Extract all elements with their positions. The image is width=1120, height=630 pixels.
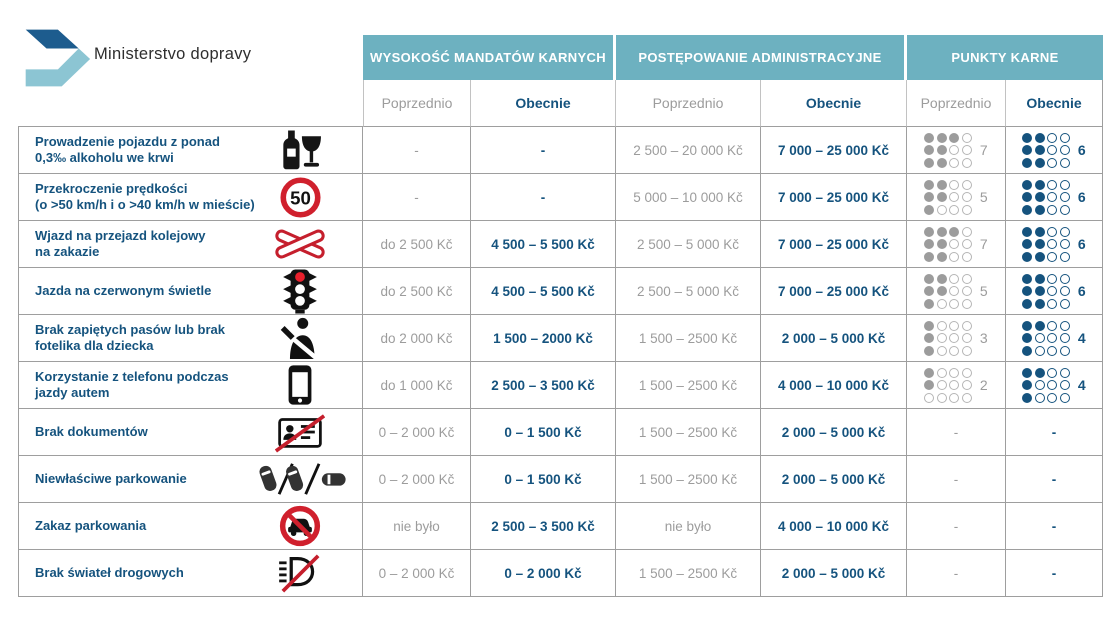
points-current-cell — [1006, 315, 1103, 362]
point-dot-filled — [1022, 227, 1032, 237]
subheader-points-current: Obecnie — [1006, 80, 1103, 127]
point-dot-filled — [1035, 299, 1045, 309]
admin-previous-cell: 2 500 – 20 000 Kč — [616, 127, 761, 174]
points-current-cell — [1006, 550, 1103, 597]
fine-previous-cell: - — [363, 174, 471, 221]
point-dot-empty — [1047, 252, 1057, 262]
point-dot-empty — [1060, 333, 1070, 343]
point-dot-filled — [924, 192, 934, 202]
wrong-parking-icon — [250, 460, 350, 498]
point-dot-filled — [1035, 321, 1045, 331]
violation-cell — [18, 221, 363, 268]
points-value: 6 — [1077, 142, 1086, 158]
fine-current-cell: 2 500 – 3 500 Kč — [471, 362, 616, 409]
point-dot-empty — [937, 299, 947, 309]
violation-label: Przekroczenie prędkości (o >50 km/h i o >40 km/h w mieście) — [35, 180, 255, 212]
group-header-administrative: POSTĘPOWANIE ADMINISTRACYJNE — [616, 35, 907, 80]
point-dot-filled — [1022, 239, 1032, 249]
violation-label: Korzystanie z telefonu podczas jazdy autem — [35, 368, 229, 400]
point-dot-filled — [924, 180, 934, 190]
point-dot-empty — [949, 299, 959, 309]
point-dot-filled — [924, 333, 934, 343]
point-dot-filled — [924, 145, 934, 155]
admin-current-cell: 4 000 – 10 000 Kč — [761, 503, 907, 550]
point-dot-empty — [962, 145, 972, 155]
point-dot-empty — [962, 346, 972, 356]
point-dot-empty — [949, 158, 959, 168]
point-dot-empty — [1047, 380, 1057, 390]
subheader-fines-current: Obecnie — [471, 80, 616, 127]
points-previous-cell — [907, 550, 1006, 597]
fine-current-cell: 0 – 1 500 Kč — [471, 456, 616, 503]
points-current-cell — [1006, 503, 1103, 550]
subheader-admin-previous: Poprzednio — [616, 80, 761, 127]
violation-cell — [18, 315, 363, 362]
point-dot-filled — [1022, 380, 1032, 390]
points-dot-grid — [1022, 368, 1070, 403]
point-dot-empty — [1060, 133, 1070, 143]
points-none-dash: - — [953, 565, 959, 581]
violation-label: Brak świateł drogowych — [35, 564, 184, 580]
point-dot-empty — [962, 380, 972, 390]
points-current-cell — [1006, 456, 1103, 503]
points-dot-grid — [1022, 180, 1070, 215]
point-dot-empty — [937, 393, 947, 403]
point-dot-empty — [1060, 393, 1070, 403]
fine-previous-cell: nie było — [363, 503, 471, 550]
point-dot-empty — [962, 133, 972, 143]
point-dot-empty — [1060, 286, 1070, 296]
points-current-cell — [1006, 268, 1103, 315]
points-value: 6 — [1077, 283, 1086, 299]
point-dot-filled — [1022, 158, 1032, 168]
point-dot-filled — [924, 205, 934, 215]
point-dot-empty — [962, 158, 972, 168]
point-dot-filled — [949, 133, 959, 143]
points-current-cell — [1006, 221, 1103, 268]
admin-current-cell: 7 000 – 25 000 Kč — [761, 127, 907, 174]
point-dot-empty — [962, 299, 972, 309]
no-headlights-icon — [250, 554, 350, 593]
fine-previous-cell: do 1 000 Kč — [363, 362, 471, 409]
violation-label: Wjazd na przejazd kolejowy na zakazie — [35, 227, 206, 259]
point-dot-filled — [937, 145, 947, 155]
points-previous-cell — [907, 409, 1006, 456]
admin-previous-cell: nie było — [616, 503, 761, 550]
violation-label: Niewłaściwe parkowanie — [35, 470, 187, 486]
violation-label: Brak zapiętych pasów lub brak fotelika dla dziecka — [35, 321, 226, 353]
point-dot-empty — [1047, 346, 1057, 356]
point-dot-filled — [937, 252, 947, 262]
admin-current-cell: 2 000 – 5 000 Kč — [761, 456, 907, 503]
point-dot-filled — [937, 180, 947, 190]
points-previous-cell — [907, 174, 1006, 221]
point-dot-filled — [937, 274, 947, 284]
fine-current-cell: 2 500 – 3 500 Kč — [471, 503, 616, 550]
point-dot-empty — [1047, 192, 1057, 202]
point-dot-empty — [937, 380, 947, 390]
point-dot-empty — [1047, 145, 1057, 155]
point-dot-empty — [1047, 368, 1057, 378]
subheader-spacer — [18, 80, 363, 127]
phone-icon — [250, 364, 350, 406]
point-dot-filled — [1022, 180, 1032, 190]
point-dot-empty — [962, 321, 972, 331]
violation-cell — [18, 174, 363, 221]
points-dot-grid — [924, 180, 972, 215]
point-dot-empty — [1060, 192, 1070, 202]
point-dot-empty — [962, 239, 972, 249]
point-dot-empty — [1047, 158, 1057, 168]
admin-current-cell: 4 000 – 10 000 Kč — [761, 362, 907, 409]
point-dot-empty — [962, 368, 972, 378]
fine-previous-cell: do 2 500 Kč — [363, 268, 471, 315]
point-dot-empty — [1060, 299, 1070, 309]
point-dot-filled — [1035, 145, 1045, 155]
point-dot-filled — [1022, 346, 1032, 356]
point-dot-empty — [949, 180, 959, 190]
fine-current-cell: - — [471, 127, 616, 174]
point-dot-empty — [937, 333, 947, 343]
point-dot-filled — [1022, 192, 1032, 202]
points-none-dash: - — [1051, 565, 1057, 581]
points-none-dash: - — [953, 471, 959, 487]
points-previous-cell — [907, 456, 1006, 503]
point-dot-empty — [1047, 180, 1057, 190]
points-dot-grid — [1022, 227, 1070, 262]
point-dot-filled — [1035, 274, 1045, 284]
point-dot-filled — [1022, 368, 1032, 378]
point-dot-filled — [1035, 205, 1045, 215]
admin-previous-cell: 1 500 – 2500 Kč — [616, 550, 761, 597]
points-current-cell — [1006, 174, 1103, 221]
point-dot-empty — [1060, 239, 1070, 249]
points-current-cell — [1006, 127, 1103, 174]
point-dot-empty — [949, 274, 959, 284]
points-value: 3 — [979, 330, 988, 346]
point-dot-empty — [1035, 393, 1045, 403]
point-dot-empty — [962, 252, 972, 262]
point-dot-empty — [1060, 321, 1070, 331]
point-dot-empty — [1035, 333, 1045, 343]
points-dot-grid — [924, 368, 972, 403]
violation-cell — [18, 456, 363, 503]
point-dot-empty — [1035, 346, 1045, 356]
admin-current-cell: 7 000 – 25 000 Kč — [761, 221, 907, 268]
points-previous-cell — [907, 315, 1006, 362]
point-dot-filled — [924, 299, 934, 309]
points-current-cell — [1006, 362, 1103, 409]
admin-current-cell: 2 000 – 5 000 Kč — [761, 409, 907, 456]
point-dot-empty — [949, 252, 959, 262]
group-header-points: PUNKTY KARNE — [907, 35, 1103, 80]
alcohol-icon — [250, 130, 350, 170]
fine-current-cell: 4 500 – 5 500 Kč — [471, 268, 616, 315]
point-dot-filled — [1035, 158, 1045, 168]
point-dot-filled — [1022, 321, 1032, 331]
admin-previous-cell: 5 000 – 10 000 Kč — [616, 174, 761, 221]
point-dot-filled — [937, 239, 947, 249]
admin-previous-cell: 1 500 – 2500 Kč — [616, 362, 761, 409]
point-dot-empty — [962, 180, 972, 190]
fines-table — [18, 35, 1103, 597]
point-dot-empty — [937, 346, 947, 356]
point-dot-empty — [949, 321, 959, 331]
points-value: 5 — [979, 283, 988, 299]
point-dot-empty — [1060, 380, 1070, 390]
points-value: 4 — [1077, 377, 1086, 393]
fine-current-cell: - — [471, 174, 616, 221]
point-dot-filled — [1022, 145, 1032, 155]
point-dot-empty — [1047, 393, 1057, 403]
point-dot-empty — [1047, 286, 1057, 296]
point-dot-filled — [937, 133, 947, 143]
points-value: 6 — [1077, 189, 1086, 205]
point-dot-empty — [937, 205, 947, 215]
point-dot-filled — [924, 239, 934, 249]
point-dot-empty — [962, 274, 972, 284]
point-dot-filled — [937, 286, 947, 296]
no-parking-icon — [250, 505, 350, 547]
svg-text:50: 50 — [289, 186, 311, 208]
points-previous-cell — [907, 503, 1006, 550]
violation-label: Zakaz parkowania — [35, 517, 147, 533]
point-dot-empty — [1047, 239, 1057, 249]
railroad-crossing-icon — [250, 222, 350, 266]
point-dot-filled — [1022, 205, 1032, 215]
point-dot-empty — [962, 333, 972, 343]
point-dot-empty — [1047, 321, 1057, 331]
point-dot-filled — [937, 158, 947, 168]
point-dot-empty — [962, 192, 972, 202]
point-dot-filled — [1035, 368, 1045, 378]
subheader-fines-previous: Poprzednio — [363, 80, 471, 127]
points-dot-grid — [924, 227, 972, 262]
point-dot-filled — [1035, 286, 1045, 296]
points-dot-grid — [924, 133, 972, 168]
fine-previous-cell: - — [363, 127, 471, 174]
fine-previous-cell: do 2 000 Kč — [363, 315, 471, 362]
point-dot-filled — [1035, 239, 1045, 249]
points-dot-grid — [1022, 133, 1070, 168]
admin-current-cell: 2 000 – 5 000 Kč — [761, 550, 907, 597]
fine-current-cell: 4 500 – 5 500 Kč — [471, 221, 616, 268]
admin-current-cell: 7 000 – 25 000 Kč — [761, 268, 907, 315]
point-dot-filled — [937, 227, 947, 237]
point-dot-filled — [1035, 180, 1045, 190]
point-dot-filled — [1022, 274, 1032, 284]
point-dot-filled — [924, 158, 934, 168]
point-dot-empty — [949, 380, 959, 390]
violation-cell — [18, 550, 363, 597]
points-current-cell — [1006, 409, 1103, 456]
admin-current-cell: 2 000 – 5 000 Kč — [761, 315, 907, 362]
point-dot-empty — [1060, 274, 1070, 284]
violation-cell — [18, 503, 363, 550]
points-dot-grid — [1022, 321, 1070, 356]
speed-limit-50-icon — [250, 177, 350, 218]
point-dot-filled — [937, 192, 947, 202]
point-dot-empty — [1060, 368, 1070, 378]
point-dot-filled — [1022, 252, 1032, 262]
violation-cell — [18, 268, 363, 315]
point-dot-empty — [937, 368, 947, 378]
point-dot-filled — [1035, 133, 1045, 143]
point-dot-empty — [962, 286, 972, 296]
violation-cell — [18, 127, 363, 174]
violation-label: Jazda na czerwonym świetle — [35, 282, 212, 298]
subheader-points-previous: Poprzednio — [907, 80, 1006, 127]
point-dot-empty — [1060, 252, 1070, 262]
admin-previous-cell: 2 500 – 5 000 Kč — [616, 268, 761, 315]
fine-current-cell: 1 500 – 2000 Kč — [471, 315, 616, 362]
point-dot-empty — [937, 321, 947, 331]
admin-previous-cell: 1 500 – 2500 Kč — [616, 315, 761, 362]
fine-current-cell: 0 – 1 500 Kč — [471, 409, 616, 456]
fine-previous-cell: 0 – 2 000 Kč — [363, 456, 471, 503]
point-dot-filled — [1035, 192, 1045, 202]
point-dot-filled — [924, 368, 934, 378]
traffic-light-icon — [250, 269, 350, 314]
points-none-dash: - — [1051, 424, 1057, 440]
points-previous-cell — [907, 268, 1006, 315]
point-dot-empty — [949, 346, 959, 356]
admin-previous-cell: 1 500 – 2500 Kč — [616, 409, 761, 456]
points-dot-grid — [924, 274, 972, 309]
group-header-fines: WYSOKOŚĆ MANDATÓW KARNYCH — [363, 35, 616, 80]
subheader-admin-current: Obecnie — [761, 80, 907, 127]
point-dot-empty — [949, 333, 959, 343]
point-dot-empty — [962, 393, 972, 403]
fine-previous-cell: do 2 500 Kč — [363, 221, 471, 268]
point-dot-filled — [949, 227, 959, 237]
admin-previous-cell: 2 500 – 5 000 Kč — [616, 221, 761, 268]
point-dot-filled — [924, 227, 934, 237]
fine-previous-cell: 0 – 2 000 Kč — [363, 550, 471, 597]
point-dot-filled — [924, 321, 934, 331]
points-previous-cell — [907, 127, 1006, 174]
points-none-dash: - — [953, 424, 959, 440]
violation-label: Prowadzenie pojazdu z ponad 0,3‰ alkoholu we krwi — [35, 133, 220, 165]
point-dot-empty — [1060, 158, 1070, 168]
point-dot-empty — [1060, 205, 1070, 215]
point-dot-filled — [924, 252, 934, 262]
points-previous-cell — [907, 362, 1006, 409]
points-value: 7 — [979, 142, 988, 158]
point-dot-filled — [1035, 227, 1045, 237]
seatbelt-icon — [250, 317, 350, 359]
violation-label: Brak dokumentów — [35, 423, 148, 439]
point-dot-empty — [1047, 205, 1057, 215]
points-dot-grid — [1022, 274, 1070, 309]
point-dot-empty — [949, 145, 959, 155]
point-dot-empty — [1060, 346, 1070, 356]
violation-cell — [18, 409, 363, 456]
point-dot-filled — [1022, 333, 1032, 343]
point-dot-filled — [924, 274, 934, 284]
points-none-dash: - — [953, 518, 959, 534]
point-dot-filled — [1022, 299, 1032, 309]
points-previous-cell — [907, 221, 1006, 268]
fine-previous-cell: 0 – 2 000 Kč — [363, 409, 471, 456]
point-dot-empty — [1060, 180, 1070, 190]
fine-current-cell: 0 – 2 000 Kč — [471, 550, 616, 597]
point-dot-filled — [924, 346, 934, 356]
point-dot-empty — [962, 227, 972, 237]
point-dot-filled — [924, 286, 934, 296]
point-dot-empty — [949, 205, 959, 215]
ministry-title: Ministerstvo dopravy — [94, 45, 252, 63]
violation-cell — [18, 362, 363, 409]
point-dot-filled — [924, 133, 934, 143]
point-dot-empty — [949, 192, 959, 202]
point-dot-filled — [1022, 286, 1032, 296]
point-dot-filled — [1022, 133, 1032, 143]
points-none-dash: - — [1051, 518, 1057, 534]
points-value: 4 — [1077, 330, 1086, 346]
point-dot-empty — [1047, 274, 1057, 284]
point-dot-empty — [949, 239, 959, 249]
point-dot-empty — [1047, 333, 1057, 343]
points-value: 7 — [979, 236, 988, 252]
point-dot-empty — [949, 368, 959, 378]
points-dot-grid — [924, 321, 972, 356]
admin-current-cell: 7 000 – 25 000 Kč — [761, 174, 907, 221]
points-value: 2 — [979, 377, 988, 393]
point-dot-filled — [1035, 252, 1045, 262]
point-dot-filled — [1022, 393, 1032, 403]
point-dot-empty — [924, 393, 934, 403]
point-dot-empty — [949, 286, 959, 296]
point-dot-empty — [1035, 380, 1045, 390]
point-dot-empty — [949, 393, 959, 403]
point-dot-empty — [1047, 133, 1057, 143]
points-none-dash: - — [1051, 471, 1057, 487]
point-dot-empty — [1047, 299, 1057, 309]
table-header-spacer — [18, 35, 363, 80]
point-dot-empty — [1060, 145, 1070, 155]
points-value: 5 — [979, 189, 988, 205]
admin-previous-cell: 1 500 – 2500 Kč — [616, 456, 761, 503]
no-documents-icon — [250, 412, 350, 453]
point-dot-empty — [962, 205, 972, 215]
point-dot-empty — [1060, 227, 1070, 237]
point-dot-empty — [1047, 227, 1057, 237]
points-value: 6 — [1077, 236, 1086, 252]
point-dot-filled — [924, 380, 934, 390]
